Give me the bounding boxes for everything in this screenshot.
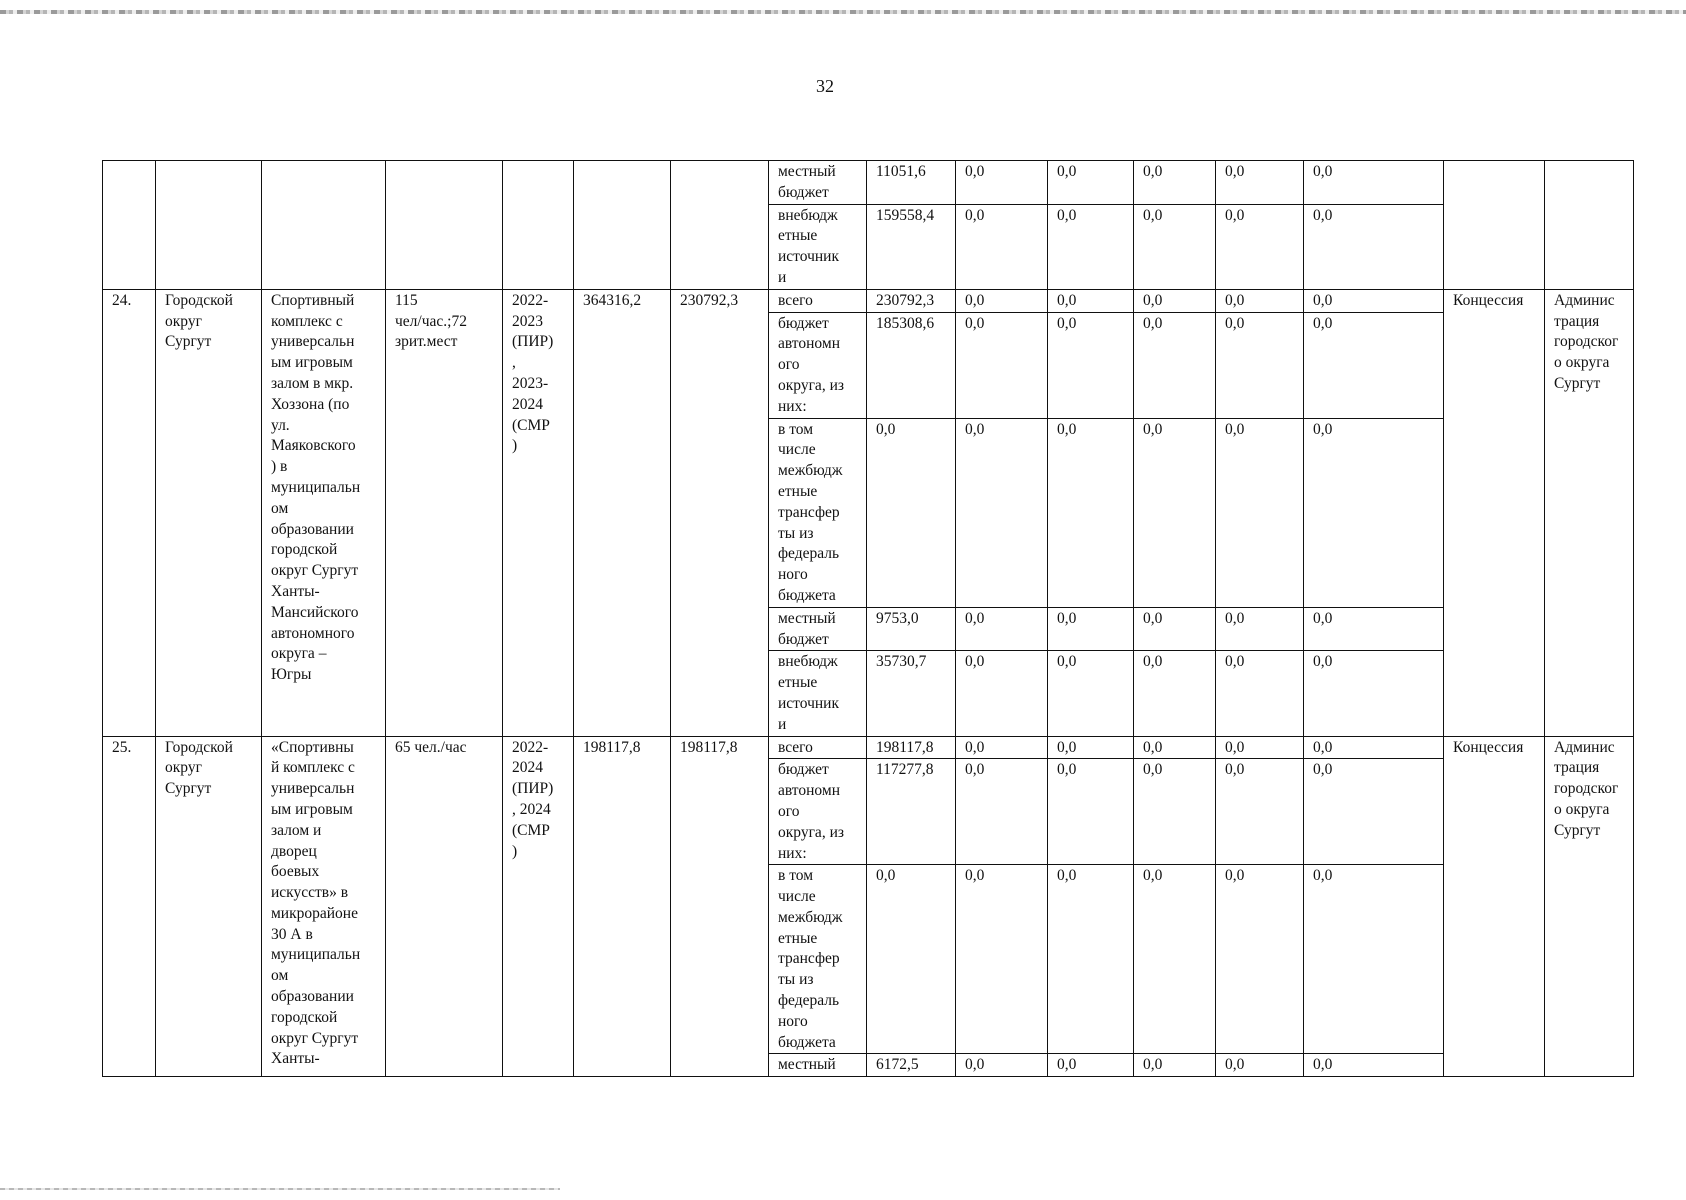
amount-cell: 0,0 [1304, 736, 1444, 759]
amount-cell: 0,0 [956, 759, 1048, 865]
municipality-cell: Городской округ Сургут [156, 736, 262, 1077]
amount-cell: 0,0 [1304, 607, 1444, 651]
amount-cell: 0,0 [1048, 312, 1134, 418]
amount-cell: 117277,8 [867, 759, 956, 865]
funding-source: внебюдж етные источник и [769, 204, 867, 289]
amount-cell: 0,0 [956, 736, 1048, 759]
amount-cell: 0,0 [956, 418, 1048, 607]
amount-cell: 0,0 [1048, 1054, 1134, 1077]
funding-source: бюджет автономн ого округа, из них: [769, 312, 867, 418]
object-name-cell: «Спортивны й комплекс с универсальн ым игровым залом и дворец боевых искусств» в микрорайоне 30 А в муниципальн ом образовании городской округ Сургут Ханты- [262, 736, 386, 1077]
amount-cell: 0,0 [1216, 736, 1304, 759]
table-row [103, 736, 1634, 759]
item-number: 24. [103, 289, 156, 736]
funding-source: местный бюджет [769, 607, 867, 651]
amount-cell: 0,0 [1048, 865, 1134, 1054]
empty-cell [503, 161, 574, 290]
amount-cell: 0,0 [1304, 1054, 1444, 1077]
mechanism-cell: Концессия [1444, 736, 1545, 1077]
amount-cell: 0,0 [956, 607, 1048, 651]
customer-cell: Админис трация городског о округа Сургут [1545, 736, 1634, 1077]
amount-cell: 0,0 [1216, 312, 1304, 418]
funding-source: бюджет автономн ого округа, из них: [769, 759, 867, 865]
period-cell: 2022- 2024 (ПИР) , 2024 (СМР ) [503, 736, 574, 1077]
period-cell: 2022- 2023 (ПИР) , 2023- 2024 (СМР ) [503, 289, 574, 736]
amount-cell: 0,0 [956, 204, 1048, 289]
amount-cell: 0,0 [1304, 161, 1444, 205]
amount-cell: 0,0 [1216, 204, 1304, 289]
amount-cell: 0,0 [1134, 289, 1216, 312]
amount-cell: 185308,6 [867, 312, 956, 418]
amount-cell: 0,0 [1216, 418, 1304, 607]
table-row [103, 289, 1634, 312]
amount-cell: 0,0 [1134, 418, 1216, 607]
empty-cell [156, 161, 262, 290]
amount-cell: 0,0 [956, 865, 1048, 1054]
amount-cell: 0,0 [1304, 204, 1444, 289]
object-name-cell: Спортивный комплекс с универсальн ым игровым залом в мкр. Хоззона (по ул. Маяковского ) в муниципальн ом образовании городской округ Сургут Ханты- Мансийского автономного округа – Югры [262, 289, 386, 736]
amount-cell: 0,0 [1216, 1054, 1304, 1077]
amount-cell: 0,0 [956, 161, 1048, 205]
empty-cell [671, 161, 769, 290]
empty-cell [574, 161, 671, 290]
empty-cell [386, 161, 503, 290]
amount-cell: 0,0 [1048, 161, 1134, 205]
amount-cell: 0,0 [1216, 161, 1304, 205]
scan-edge-bottom [0, 1188, 560, 1190]
amount-cell: 0,0 [1304, 312, 1444, 418]
investment-projects-table [102, 160, 1634, 1077]
amount-cell: 230792,3 [867, 289, 956, 312]
amount-cell: 0,0 [1134, 312, 1216, 418]
amount-cell: 0,0 [867, 418, 956, 607]
funding-source: внебюдж етные источник и [769, 651, 867, 736]
amount-cell: 11051,6 [867, 161, 956, 205]
amount-cell: 35730,7 [867, 651, 956, 736]
amount-cell: 0,0 [1304, 651, 1444, 736]
funding-source: всего [769, 736, 867, 759]
amount-cell: 0,0 [1216, 289, 1304, 312]
page-number: 32 [816, 76, 834, 96]
empty-cell [1444, 161, 1545, 290]
amount-cell: 198117,8 [867, 736, 956, 759]
capacity-cell: 65 чел./час [386, 736, 503, 1077]
mechanism-cell: Концессия [1444, 289, 1545, 736]
empty-cell [103, 161, 156, 290]
funding-source: местный бюджет [769, 161, 867, 205]
funding-source: всего [769, 289, 867, 312]
funding-source: в том числе межбюдж етные трансфер ты из федераль ного бюджета [769, 418, 867, 607]
amount-cell: 0,0 [1048, 418, 1134, 607]
amount-cell: 0,0 [1134, 204, 1216, 289]
amount-cell: 0,0 [956, 289, 1048, 312]
amount-cell: 0,0 [1216, 759, 1304, 865]
funding-source: в том числе межбюдж етные трансфер ты из федераль ного бюджета [769, 865, 867, 1054]
continuation-row [103, 161, 1634, 205]
amount-cell: 0,0 [1304, 418, 1444, 607]
amount-cell: 0,0 [956, 1054, 1048, 1077]
remaining-cost-cell: 198117,8 [671, 736, 769, 1077]
amount-cell: 0,0 [867, 865, 956, 1054]
amount-cell: 0,0 [1134, 161, 1216, 205]
amount-cell: 0,0 [1134, 1054, 1216, 1077]
amount-cell: 0,0 [1048, 736, 1134, 759]
amount-cell: 0,0 [1048, 204, 1134, 289]
amount-cell: 159558,4 [867, 204, 956, 289]
amount-cell: 0,0 [956, 651, 1048, 736]
amount-cell: 9753,0 [867, 607, 956, 651]
amount-cell: 6172,5 [867, 1054, 956, 1077]
amount-cell: 0,0 [1134, 607, 1216, 651]
amount-cell: 0,0 [1134, 651, 1216, 736]
amount-cell: 0,0 [1304, 759, 1444, 865]
total-cost-cell: 364316,2 [574, 289, 671, 736]
item-number: 25. [103, 736, 156, 1077]
amount-cell: 0,0 [1216, 607, 1304, 651]
amount-cell: 0,0 [1048, 607, 1134, 651]
amount-cell: 0,0 [956, 312, 1048, 418]
amount-cell: 0,0 [1304, 289, 1444, 312]
total-cost-cell: 198117,8 [574, 736, 671, 1077]
scan-edge-top [0, 10, 1686, 14]
capacity-cell: 115 чел/час.;72 зрит.мест [386, 289, 503, 736]
amount-cell: 0,0 [1134, 736, 1216, 759]
amount-cell: 0,0 [1048, 759, 1134, 865]
amount-cell: 0,0 [1216, 865, 1304, 1054]
amount-cell: 0,0 [1216, 651, 1304, 736]
funding-source: местный [769, 1054, 867, 1077]
remaining-cost-cell: 230792,3 [671, 289, 769, 736]
amount-cell: 0,0 [1134, 865, 1216, 1054]
amount-cell: 0,0 [1048, 651, 1134, 736]
amount-cell: 0,0 [1134, 759, 1216, 865]
empty-cell [262, 161, 386, 290]
customer-cell: Админис трация городског о округа Сургут [1545, 289, 1634, 736]
empty-cell [1545, 161, 1634, 290]
amount-cell: 0,0 [1304, 865, 1444, 1054]
municipality-cell: Городской округ Сургут [156, 289, 262, 736]
amount-cell: 0,0 [1048, 289, 1134, 312]
